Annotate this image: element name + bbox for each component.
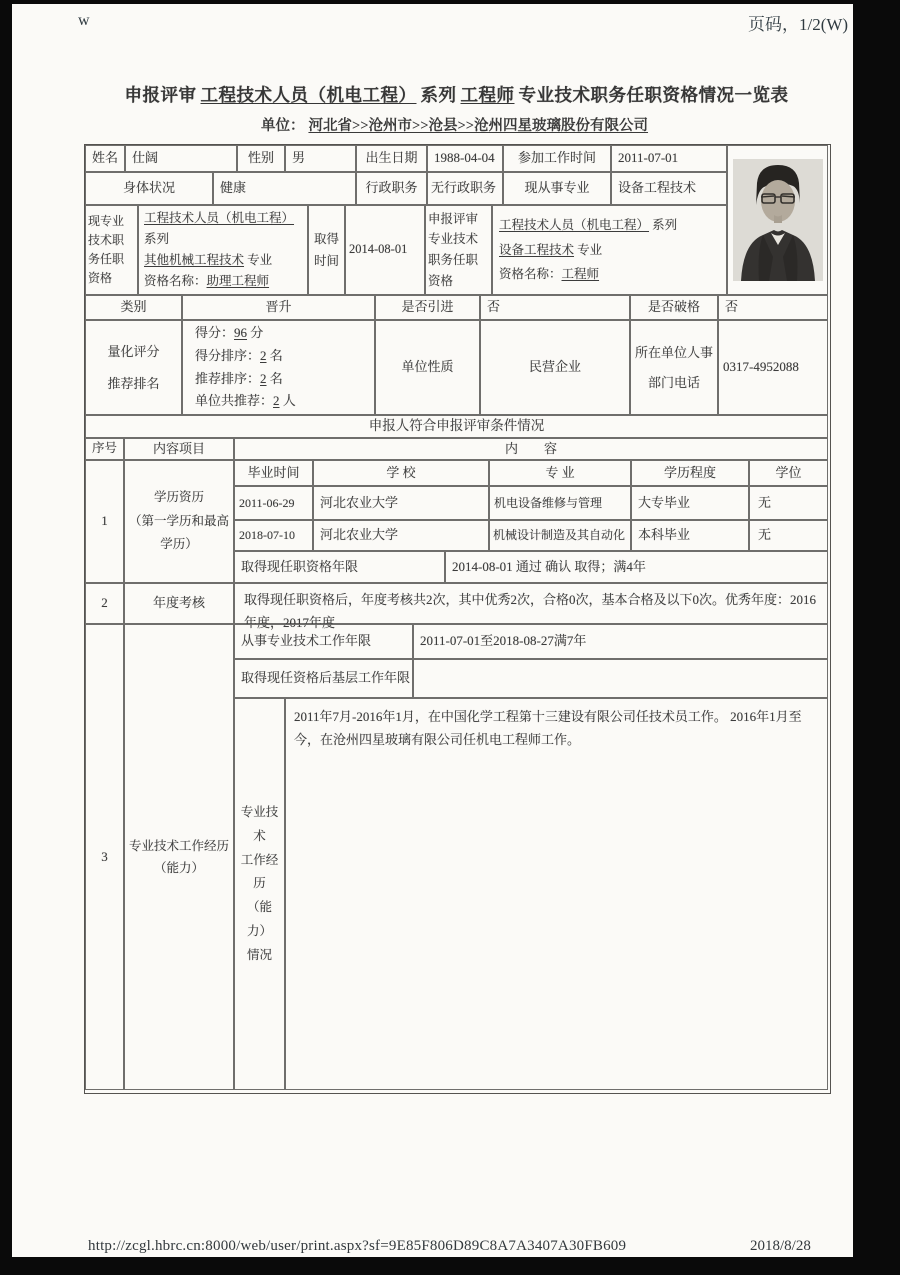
score-value: 96 xyxy=(234,325,248,340)
rank-value: 2 xyxy=(260,347,267,363)
title-rank-underlined: 工程师 xyxy=(460,85,515,105)
edu-header-grad-time: 毕业时间 xyxy=(234,460,313,486)
qual-years-value: 2014-08-01 通过 确认 取得；满4年 xyxy=(445,551,828,583)
apply-qual-series: 工程技术人员（机电工程） xyxy=(499,218,650,233)
apply-qual-label: 申报评审专业技术职务任职资格 xyxy=(425,205,492,295)
apply-qual-content xyxy=(492,205,727,295)
edu-header-major: 专 业 xyxy=(489,460,631,486)
section1-label-line3: 学历） xyxy=(160,537,198,552)
current-qual-label: 现专业技术职务任职资格 xyxy=(85,205,138,295)
rec-unit: 名 xyxy=(266,370,283,386)
score-detail xyxy=(182,320,375,415)
unit-label: 单位： xyxy=(260,118,305,134)
score-rank-label-2: 推荐排名 xyxy=(107,375,160,391)
edu-row2-degree: 无 xyxy=(749,520,828,551)
edu-row1-major: 机电设备维修与管理 xyxy=(489,486,631,520)
gender-value: 男 xyxy=(285,145,356,172)
obtain-time-label-2: 时间 xyxy=(313,254,339,268)
rec-label: 推荐排序： xyxy=(195,370,261,386)
col-no-header: 序号 xyxy=(85,438,124,460)
edu-row1-school: 河北农业大学 xyxy=(313,486,489,520)
work-start-label: 参加工作时间 xyxy=(503,145,611,172)
health-value: 健康 xyxy=(213,172,356,205)
section3-no: 3 xyxy=(85,624,124,1090)
score-unit: 分 xyxy=(247,325,264,340)
edu-header-school: 学 校 xyxy=(313,460,489,486)
obtain-time-label xyxy=(308,205,345,295)
total-unit: 人 xyxy=(279,393,296,409)
work-start-value: 2011-07-01 xyxy=(611,145,727,172)
title-mid: 系列 xyxy=(420,85,457,105)
current-qual-major-suffix: 专业 xyxy=(244,253,273,267)
experience-text-cell xyxy=(285,698,828,1090)
edu-row1-degree: 无 xyxy=(749,486,828,520)
edu-row2-major: 机械设计制造及其自动化 xyxy=(489,520,631,551)
print-footer-date: 2018/8/28 xyxy=(750,1238,811,1254)
exception-value: 否 xyxy=(718,295,828,320)
section1-label-line2: （第一学历和最高 xyxy=(128,513,229,528)
base-years-label: 取得现任资格后基层工作年限 xyxy=(234,659,413,698)
hr-phone-value: 0317-4952088 xyxy=(718,320,828,415)
scan-border-top xyxy=(0,0,900,4)
apply-qual-series-suffix: 系列 xyxy=(649,218,678,233)
current-qual-series-suffix: 系列 xyxy=(144,232,170,246)
experience-vlabel-2: 术 xyxy=(253,828,266,843)
section1-no: 1 xyxy=(85,460,124,583)
current-qual-major-line xyxy=(144,250,272,271)
rec-value: 2 xyxy=(260,370,267,386)
rank-unit: 名 xyxy=(266,347,283,363)
form-title xyxy=(85,82,828,107)
conditions-band-title: 申报人符合申报评审条件情况 xyxy=(85,415,828,438)
import-value: 否 xyxy=(480,295,630,320)
title-prefix: 申报评审 xyxy=(124,85,197,105)
section1-label xyxy=(124,460,234,583)
edu-header-degree: 学位 xyxy=(749,460,828,486)
qual-years-label: 取得现任职资格年限 xyxy=(234,551,445,583)
name-value: 仕阔 xyxy=(125,145,237,172)
hr-phone-label-1: 所在单位人事 xyxy=(634,344,713,360)
hr-phone-label xyxy=(630,320,718,415)
edu-header-degree-level: 学历程度 xyxy=(631,460,749,486)
apply-qual-cert: 工程师 xyxy=(561,267,600,282)
portrait-photo xyxy=(733,159,823,281)
col-content-header: 内 容 xyxy=(234,438,828,460)
apply-qual-series-line xyxy=(499,213,677,237)
experience-vlabel-6: 力） xyxy=(246,923,272,938)
current-qual-major: 其他机械工程技术 xyxy=(144,253,245,267)
section2-no: 2 xyxy=(85,583,124,624)
edu-row2-grad-time: 2018-07-10 xyxy=(234,520,313,551)
scan-border-left xyxy=(0,0,12,1275)
experience-vlabel-3: 工作经 xyxy=(240,852,279,867)
birth-date-label: 出生日期 xyxy=(356,145,427,172)
recommend-rank-line xyxy=(195,368,283,391)
experience-text: 2011年7月-2016年1月，在中国化学工程第十三建设有限公司任技术员工作。 2016年1月至今，在沧州四星玻璃有限公司任机电工程师工作。 xyxy=(294,709,802,747)
section2-label: 年度考核 xyxy=(124,583,234,624)
current-qual-cert-line xyxy=(144,271,269,292)
col-item-header: 内容项目 xyxy=(124,438,234,460)
unit-value-underlined: 河北省>>沧州市>>沧县>>沧州四星玻璃股份有限公司 xyxy=(308,118,649,134)
score-line xyxy=(195,322,263,345)
edu-row1-degree-level: 大专毕业 xyxy=(631,486,749,520)
total-value: 2 xyxy=(273,393,280,409)
score-rank-label-1: 量化评分 xyxy=(107,344,160,360)
gender-label: 性别 xyxy=(237,145,285,172)
apply-qual-major: 设备工程技术 xyxy=(499,242,575,257)
corner-handwriting-mark: w xyxy=(78,12,90,29)
rank-label: 得分排序： xyxy=(195,347,261,363)
health-label: 身体状况 xyxy=(85,172,213,205)
base-years-value xyxy=(413,659,828,698)
birth-date-value: 1988-04-04 xyxy=(427,145,503,172)
admin-post-label: 行政职务 xyxy=(356,172,427,205)
current-qual-content xyxy=(138,205,308,295)
experience-vlabel-1: 专业技 xyxy=(240,805,279,819)
photo-cell xyxy=(727,145,828,295)
print-footer-url: http://zcgl.hbrc.cn:8000/web/user/print.aspx?sf=9E85F806D89C8A7A3407A30FB609 xyxy=(88,1238,627,1254)
score-rank-line xyxy=(195,345,283,368)
obtain-time-value: 2014-08-01 xyxy=(345,205,425,295)
current-qual-cert: 助理工程师 xyxy=(206,274,270,288)
obtain-time-label-1: 取得 xyxy=(313,231,339,246)
annual-review-text-content: 取得现任职资格后，年度考核共2次，其中优秀2次，合格0次，基本合格及以下0次。优秀年度：2016年度，2017年度 xyxy=(244,592,817,630)
section3-label-line2: （能力） xyxy=(153,861,204,875)
apply-qual-major-suffix: 专业 xyxy=(574,242,603,257)
work-years-value: 2011-07-01至2018-08-27满7年 xyxy=(413,624,828,659)
hr-phone-label-2: 部门电话 xyxy=(647,374,700,390)
scan-border-right xyxy=(853,0,900,1275)
name-label: 姓名 xyxy=(85,145,125,172)
section3-label-line1: 专业技术工作经历 xyxy=(128,838,229,853)
profession-value: 设备工程技术 xyxy=(611,172,727,205)
admin-post-value: 无行政职务 xyxy=(427,172,503,205)
unit-type-label: 单位性质 xyxy=(375,320,480,415)
apply-qual-cert-label: 资格名称： xyxy=(499,267,562,282)
page-number-label: 页码，1/2(W) xyxy=(748,15,849,34)
profession-label: 现从事专业 xyxy=(503,172,611,205)
experience-vertical-label xyxy=(234,698,285,1090)
edu-row2-degree-level: 本科毕业 xyxy=(631,520,749,551)
exception-label: 是否破格 xyxy=(630,295,718,320)
total-label: 单位共推荐： xyxy=(195,393,274,409)
experience-vlabel-4: 历 xyxy=(253,876,266,891)
section1-label-line1: 学历资历 xyxy=(153,489,204,504)
experience-vlabel-5: （能 xyxy=(246,900,272,914)
section3-label xyxy=(124,624,234,1090)
annual-review-text xyxy=(234,583,828,630)
title-suffix: 专业技术职务任职资格情况一览表 xyxy=(518,85,789,105)
scan-border-bottom xyxy=(0,1257,900,1275)
category-value: 晋升 xyxy=(182,295,375,320)
current-qual-series: 工程技术人员（机电工程） xyxy=(144,211,295,225)
experience-vlabel-7: 情况 xyxy=(246,947,272,962)
work-years-label: 从事专业技术工作年限 xyxy=(234,624,413,659)
total-recommend-line xyxy=(195,390,296,413)
score-rank-label xyxy=(85,320,182,415)
category-label: 类别 xyxy=(85,295,182,320)
unit-line xyxy=(85,114,828,135)
title-series-underlined: 工程技术人员（机电工程） xyxy=(200,85,417,105)
import-label: 是否引进 xyxy=(375,295,480,320)
edu-row1-grad-time: 2011-06-29 xyxy=(234,486,313,520)
edu-row2-school: 河北农业大学 xyxy=(313,520,489,551)
apply-qual-cert-line xyxy=(499,262,599,286)
apply-qual-major-line xyxy=(499,238,602,262)
unit-type-value: 民营企业 xyxy=(480,320,630,415)
current-qual-cert-label: 资格名称： xyxy=(144,274,207,288)
score-label: 得分： xyxy=(195,325,235,340)
